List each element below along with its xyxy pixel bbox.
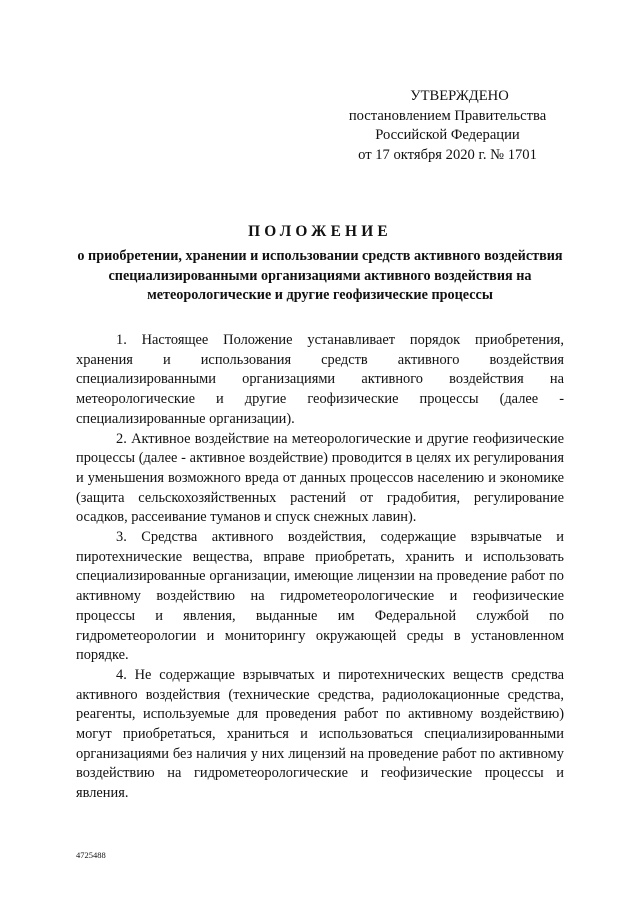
document-title: ПОЛОЖЕНИЕ: [248, 223, 392, 240]
document-body: [76, 331, 564, 804]
approval-line: постановлением Правительства: [348, 107, 547, 124]
document-code: 4725488: [76, 850, 106, 860]
paragraph-2: 2. Активное воздействие на метеорологические и другие геофизические процессы (далее - активное воздействие) проводится в целях их регулирования и уменьшения возможного вреда от данных процессов населению и экономике (защита сельскохозяйственных растений от градобития, регулирование осадков, рассеивание туманов и спуск снежных лавин).: [76, 430, 564, 526]
approval-line: Российской Федерации: [375, 127, 520, 143]
approval-date-number: от 17 октября 2020 г. № 1701: [358, 146, 537, 163]
paragraph-3: 3. Средства активного воздействия, содержащие взрывчатые и пиротехнические вещества, вправе приобретать, хранить и использовать специализированные организации, имеющие лицензии на проведение работ по активному воздействию на гидрометеорологические и геофизические процессы и явления, выданные им Федеральной службой по гидрометеорологии и мониторингу окружающей среды в установленном порядке.: [76, 529, 564, 664]
approval-heading: УТВЕРЖДЕНО: [410, 88, 509, 104]
document-subtitle: о приобретении, хранении и использовании средств активного воздействия специализированными организациями активного воздействия на метеорологические и другие геофизические процессы: [77, 248, 563, 304]
paragraph-1: 1. Настоящее Положение устанавливает порядок приобретения, хранения и использования средств активного воздействия специализированными организациями активного воздействия на метеорологические и другие геофизические процессы (далее - специализированные организации).: [76, 332, 564, 427]
paragraph-4: 4. Не содержащие взрывчатых и пиротехнических веществ средства активного воздействия (технические средства, радиолокационные средства, реагенты, используемые для проведения работ по активному воздействию) могут приобретаться, храниться и использоваться специализированными организациями без наличия у них лицензий на проведение работ по активному воздействию на гидрометеорологические и геофизические процессы и явления.: [76, 666, 564, 802]
approval-block: [330, 87, 565, 165]
